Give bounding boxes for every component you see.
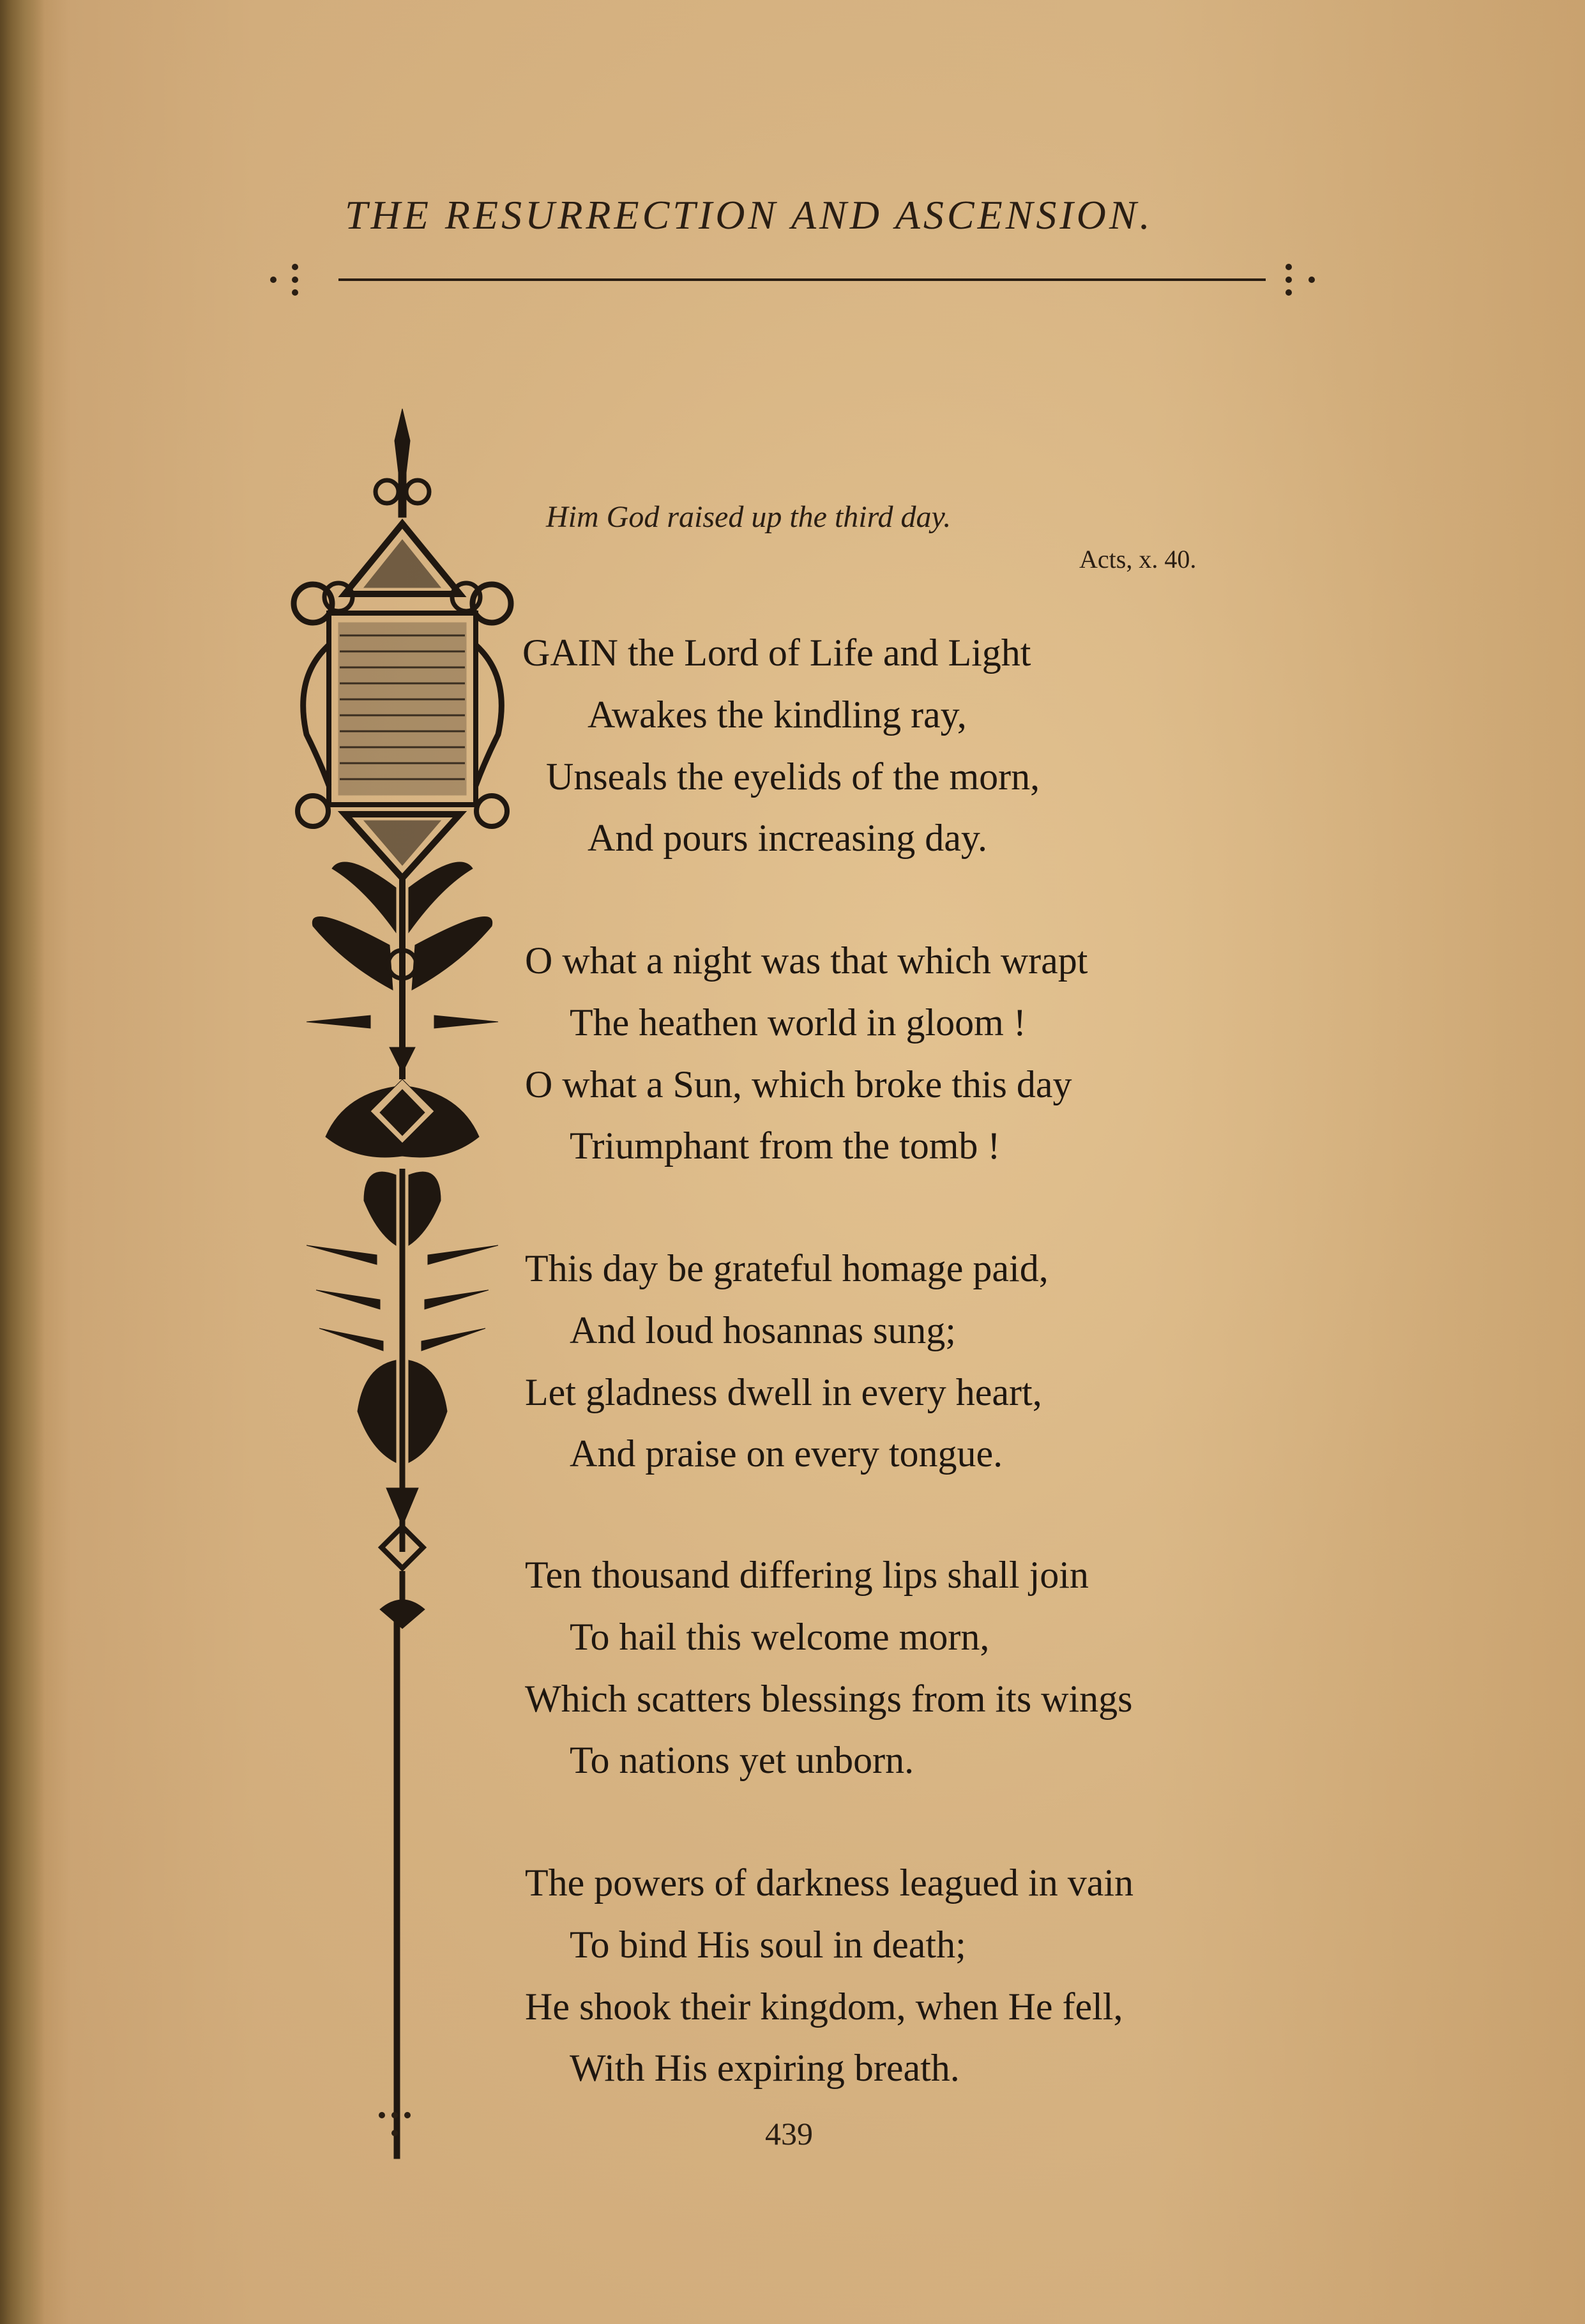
page-number: 439 xyxy=(765,2116,813,2152)
poem-line: O what a Sun, which broke this day xyxy=(525,1063,1072,1105)
poem-line: The powers of darkness leagued in vain xyxy=(525,1862,1134,1904)
poem-line: To bind His soul in death; xyxy=(570,1924,966,1966)
poem-line: GAIN the Lord of Life and Light xyxy=(522,632,1031,674)
bottom-rule-ornament xyxy=(374,2108,419,2146)
poem-line: To nations yet unborn. xyxy=(570,1739,914,1781)
drop-cap-ornament xyxy=(268,402,536,2171)
poem-line: To hail this welcome morn, xyxy=(570,1616,990,1658)
poem-line: Let gladness dwell in every heart, xyxy=(525,1371,1042,1413)
poem-line: Unseals the eyelids of the morn, xyxy=(546,756,1040,798)
rule-ornament-left xyxy=(262,261,319,299)
poem-line: Triumphant from the tomb ! xyxy=(570,1125,1001,1167)
epigraph-citation: Acts, x. 40. xyxy=(1079,545,1197,573)
poem-line: O what a night was that which wrapt xyxy=(525,939,1088,982)
poem-line: And pours increasing day. xyxy=(588,817,987,859)
poem-line: Which scatters blessings from its wings xyxy=(525,1678,1133,1720)
poem-line: The heathen world in gloom ! xyxy=(570,1001,1026,1044)
poem-line: Ten thousand differing lips shall join xyxy=(525,1554,1089,1596)
rule-ornament-right xyxy=(1276,261,1333,299)
epigraph: Him God raised up the third day. xyxy=(546,500,952,534)
header-rule xyxy=(338,278,1266,281)
poem-line: With His expiring breath. xyxy=(570,2047,960,2089)
poem-line: This day be grateful homage paid, xyxy=(525,1247,1049,1289)
page-binding-shadow xyxy=(0,0,45,2324)
poem-line: And praise on every tongue. xyxy=(570,1432,1003,1475)
poem-line: He shook their kingdom, when He fell, xyxy=(525,1986,1123,2028)
running-head: THE RESURRECTION AND ASCENSION. xyxy=(345,192,1153,238)
poem-line: And loud hosannas sung; xyxy=(570,1309,956,1351)
poem-line: Awakes the kindling ray, xyxy=(588,694,967,736)
